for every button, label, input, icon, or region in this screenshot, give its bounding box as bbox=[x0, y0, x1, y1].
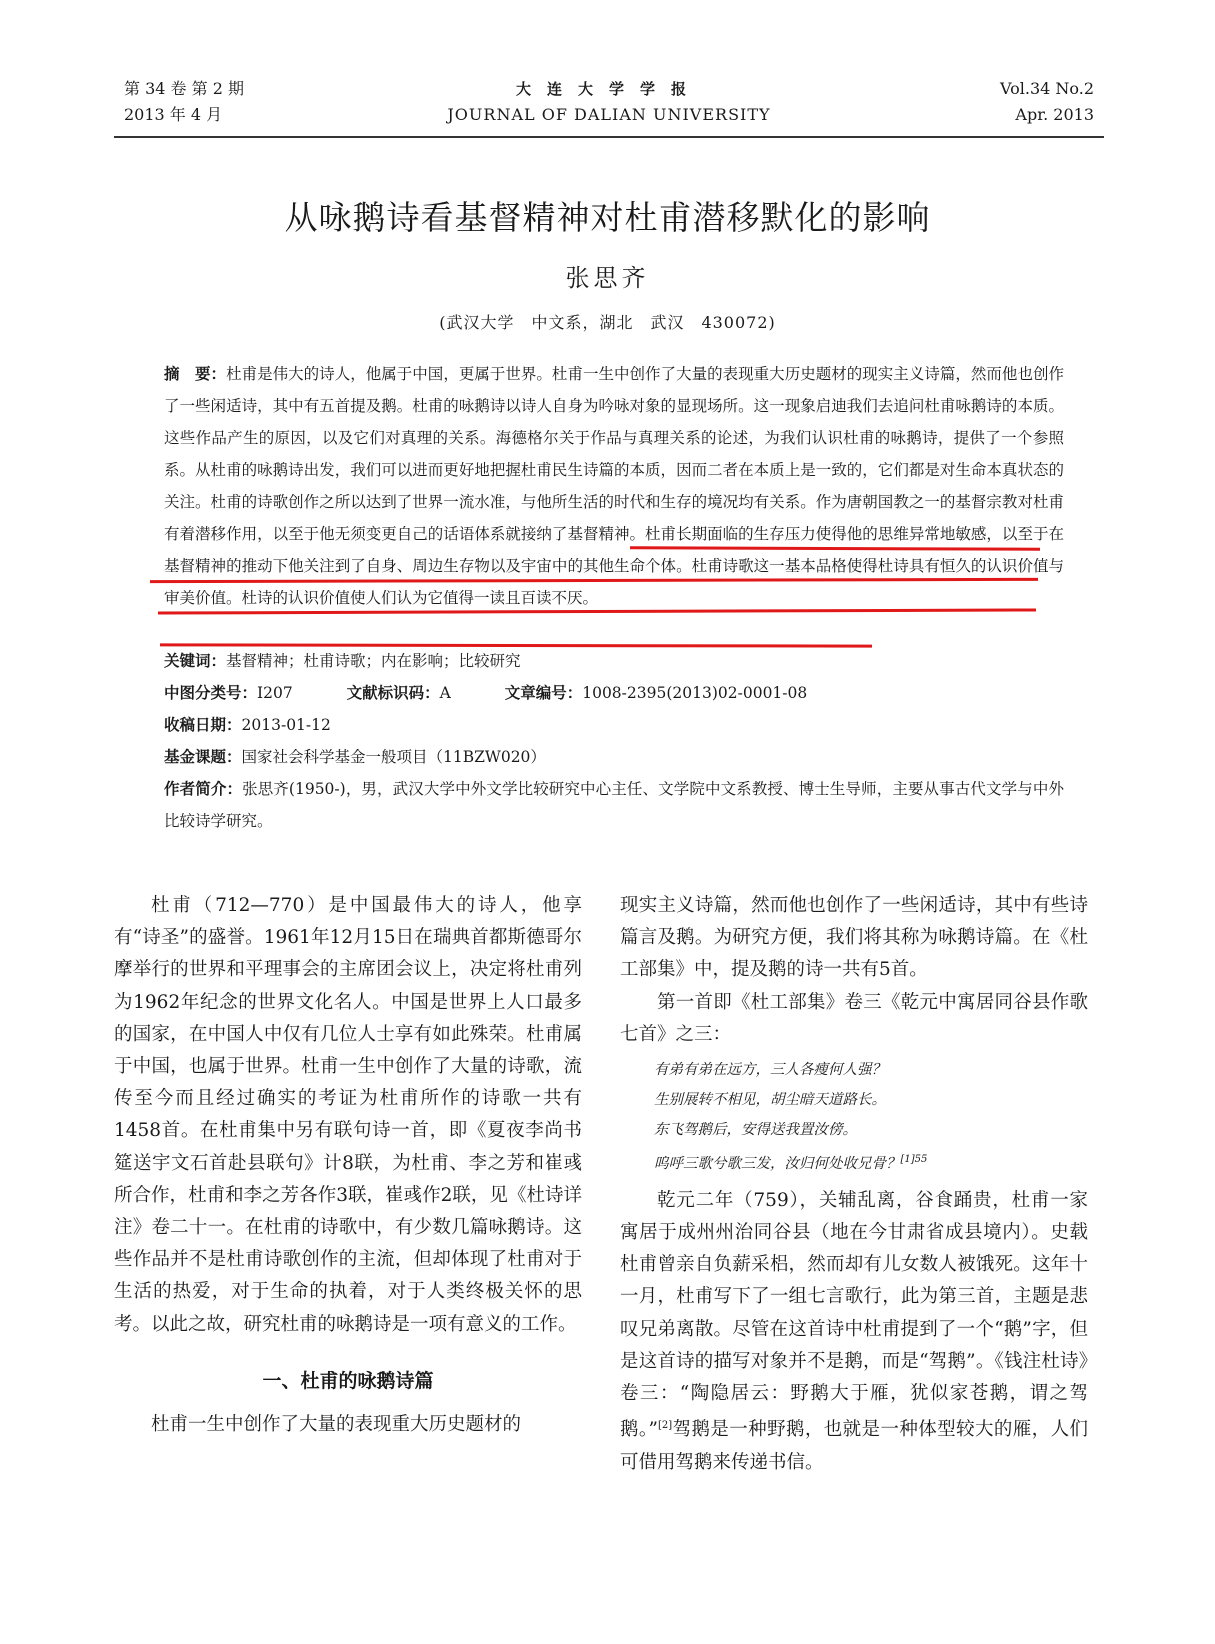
journal-name-cn: 大连大学学报 bbox=[515, 80, 702, 98]
fund-info bbox=[164, 741, 1064, 773]
abstract-label: 摘 要： bbox=[164, 365, 227, 383]
keywords-label: 关键词： bbox=[164, 652, 227, 670]
poem-line: 东飞驾鹅后，安得送我置汝傍。 bbox=[654, 1122, 857, 1139]
received-value: 2013-01-12 bbox=[241, 716, 331, 734]
poem-line: 生别展转不相见，胡尘暗天道路长。 bbox=[654, 1092, 886, 1109]
body-paragraph: 杜甫（712—770）是中国最伟大的诗人，他享有“诗圣”的盛誉。1961年12月15日在瑞典首都斯德哥尔摩举行的世界和平理事会的主席团会议上，决定将杜甫列为1962年纪念的世界文化名人。中国是世界上人口最多的国家，在中国人中仅有几位人士享有如此殊荣。杜甫属于中国，也属于世界。杜甫一生中创作了大量的诗歌，流传至今而且经过确实的考证为杜甫所作的诗歌一共有1458首。在杜甫集中另有联句诗一首，即《夏夜李尚书筵送宇文石首赴县联句》计8联，为杜甫、李之芳和崔彧所合作，杜甫和李之芳各作3联，崔彧作2联，见《杜诗详注》卷二十一。在杜甫的诗歌中，有少数几篇咏鹅诗。这些作品并不是杜甫诗歌创作的主流，但却体现了杜甫对于生活的热爱，对于生命的执着，对于人类终极关怀的思考。以此之故，研究杜甫的咏鹅诗是一项有意义的工作。 bbox=[114, 895, 582, 1335]
poem-line: 呜呼三歌兮歌三发，汝归何处收兄骨？ bbox=[654, 1155, 901, 1172]
doc-code-value: A bbox=[439, 684, 451, 702]
issue-date: 2013 年 4 月 bbox=[124, 105, 223, 124]
date-en: Apr. 2013 bbox=[1015, 105, 1094, 124]
clc-label: 中图分类号： bbox=[164, 684, 258, 702]
header-center bbox=[114, 76, 1104, 128]
clc-value: I207 bbox=[257, 684, 293, 702]
citation-ref: [1]55 bbox=[900, 1154, 928, 1166]
body-column-right bbox=[620, 890, 1088, 1479]
classification-line bbox=[164, 677, 1064, 709]
keywords-text: 基督精神；杜甫诗歌；内在影响；比较研究 bbox=[226, 652, 521, 670]
received-date bbox=[164, 709, 1064, 741]
article-number-label: 文章编号： bbox=[504, 684, 583, 702]
body-paragraph: 第一首即《杜工部集》卷三《乾元中寓居同谷县作歌七首》之三： bbox=[620, 991, 1088, 1045]
running-header bbox=[114, 70, 1104, 138]
article-title: 从咏鹅诗看基督精神对杜甫潜移默化的影响 bbox=[284, 198, 931, 237]
poem-line: 有弟有弟在远方，三人各瘦何人强？ bbox=[654, 1062, 886, 1079]
received-label: 收稿日期： bbox=[164, 716, 242, 734]
body-column-left bbox=[114, 890, 582, 1441]
poem-line-last bbox=[654, 1145, 1088, 1179]
keywords bbox=[164, 645, 1064, 677]
fund-value: 国家社会科学基金一般项目（11BZW020） bbox=[241, 748, 546, 766]
author-bio bbox=[164, 773, 1064, 837]
abstract bbox=[164, 358, 1064, 614]
body-paragraph bbox=[620, 1185, 1088, 1479]
author-affiliation: (武汉大学 中文系，湖北 武汉 430072) bbox=[439, 313, 776, 332]
article-author: 张思齐 bbox=[565, 264, 650, 292]
volume-issue: 第 34 卷 第 2 期 bbox=[124, 79, 244, 98]
abstract-text: 杜甫是伟大的诗人，他属于中国，更属于世界。杜甫一生中创作了大量的表现重大历史题材的现实主义诗篇，然而他也创作了一些闲适诗，其中有五首提及鹅。杜甫的咏鹅诗以诗人自身为吟咏对象的显现场所。这一现象启迪我们去追问杜甫咏鹅诗的本质。这些作品产生的原因，以及它们对真理的关系。海德格尔关于作品与真理关系的论述，为我们认识杜甫的咏鹅诗，提供了一个参照系。从杜甫的咏鹅诗出发，我们可以进而更好地把握杜甫民生诗篇的本质，因而二者在本质上是一致的，它们都是对生命本真状态的关注。杜甫的诗歌创作之所以达到了世界一流水准，与他所生活的时代和生存的境况均有关系。作为唐朝国教之一的基督宗教对杜甫有着潜移作用，以至于他无须变更自己的话语体系就接纳了基督精神。杜甫长期面临的生存压力使得他的思维异常地敏感，以至于在基督精神的推动下他关注到了自身、周边生存物以及宇宙中的其他生命个体。杜甫诗歌这一基本品格使得杜诗具有恒久的认识价值与审美价值。杜诗的认识价值使人们认为它值得一读且百读不厌。 bbox=[164, 365, 1064, 607]
body-paragraph: 现实主义诗篇，然而他也创作了一些闲适诗，其中有些诗篇言及鹅。为研究方便，我们将其称为咏鹅诗篇。在《杜工部集》中，提及鹅的诗一共有5首。 bbox=[620, 895, 1088, 981]
poem-quote bbox=[654, 1055, 1088, 1179]
header-right bbox=[1000, 76, 1094, 128]
doc-code-label: 文献标识码： bbox=[346, 684, 440, 702]
section-heading: 一、杜甫的咏鹅诗篇 bbox=[262, 1369, 434, 1392]
citation-ref: [2] bbox=[658, 1420, 673, 1432]
volume-en: Vol.34 No.2 bbox=[1000, 79, 1094, 98]
bio-label: 作者简介： bbox=[164, 780, 243, 798]
article-number-value: 1008-2395(2013)02-0001-08 bbox=[582, 684, 808, 702]
paragraph-text: 乾元二年（759），关辅乱离，谷食踊贵，杜甫一家寓居于成州州治同谷县（地在今甘肃省成县境内）。史载杜甫曾亲自负薪采梠，然而却有儿女数人被饿死。这年十一月，杜甫写下了一组七言歌行，此为第三首，主题是悲叹兄弟离散。尽管在这首诗中杜甫提到了一个“鹅”字，但是这首诗的描写对象并不是鹅，而是“驾鹅”。《钱注杜诗》卷三：“陶隐居云：野鹅大于雁，犹似家苍鹅，谓之驾鹅。” bbox=[620, 1189, 1088, 1441]
bio-text: 张思齐(1950-)，男，武汉大学中外文学比较研究中心主任、文学院中文系教授、博士生导师，主要从事古代文学与中外比较诗学研究。 bbox=[164, 780, 1064, 830]
paragraph-text: 驾鹅是一种野鹅，也就是一种体型较大的雁，人们可借用驾鹅来传递书信。 bbox=[620, 1419, 1088, 1473]
fund-label: 基金课题： bbox=[164, 748, 242, 766]
journal-name-en: JOURNAL OF DALIAN UNIVERSITY bbox=[447, 105, 771, 124]
body-paragraph: 杜甫一生中创作了大量的表现重大历史题材的 bbox=[151, 1414, 522, 1436]
